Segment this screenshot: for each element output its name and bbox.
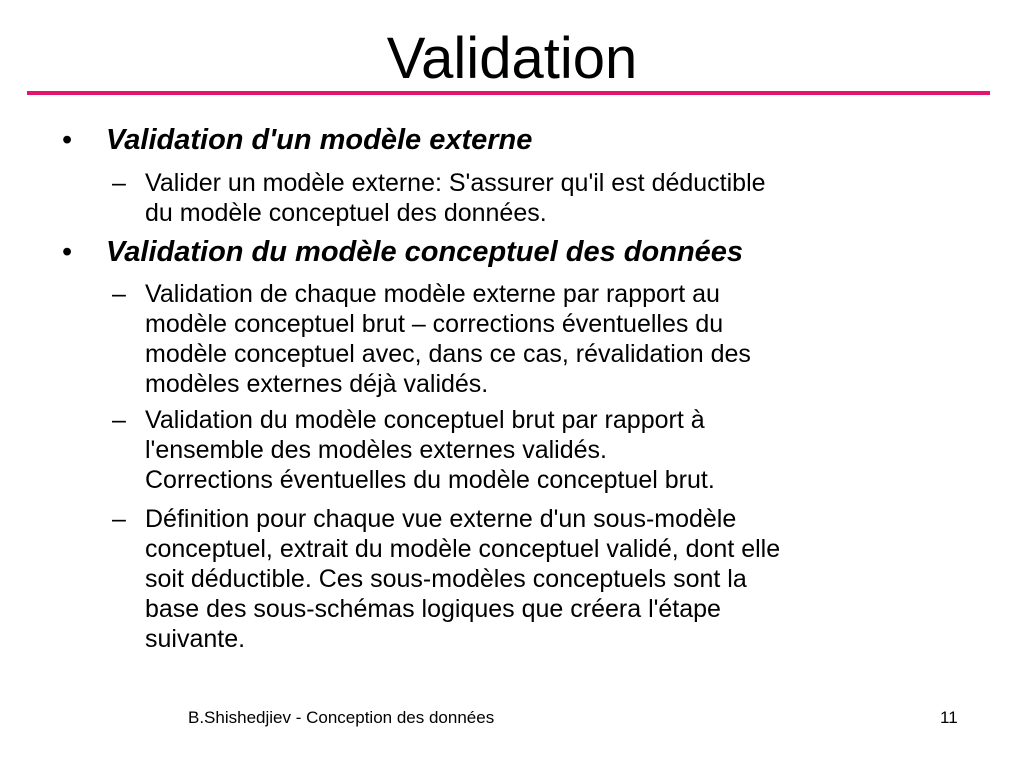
list-item-line: du modèle conceptuel des données.	[145, 199, 547, 227]
list-item-line: modèle conceptuel brut – corrections éventuelles du	[145, 310, 724, 338]
dash-icon: –	[112, 505, 126, 533]
list-item-line: Valider un modèle externe: S'assurer qu'il est déductible	[145, 169, 766, 197]
section-heading-external-model: Validation d'un modèle externe	[106, 124, 533, 156]
page-number: 11	[940, 708, 958, 727]
list-item	[145, 168, 965, 228]
list-item-line: base des sous-schémas logiques que créera l'étape	[145, 595, 721, 623]
list-item-line: soit déductible. Ces sous-modèles conceptuels sont la	[145, 565, 747, 593]
slide-title: Validation	[386, 26, 638, 91]
list-item-line: modèles externes déjà validés.	[145, 370, 489, 398]
list-item-line: Validation du modèle conceptuel brut par rapport à	[145, 406, 705, 434]
dash-icon: –	[112, 406, 126, 434]
bullet-icon: •	[62, 236, 73, 268]
list-item	[145, 405, 965, 495]
dash-icon: –	[112, 280, 126, 308]
list-item-line: modèle conceptuel avec, dans ce cas, révalidation des	[145, 340, 751, 368]
dash-icon: –	[112, 169, 126, 197]
footer-author: B.Shishedjiev - Conception des données	[188, 708, 495, 727]
list-item-line: conceptuel, extrait du modèle conceptuel validé, dont elle	[145, 535, 781, 563]
bullet-icon: •	[62, 124, 73, 156]
list-item-line: l'ensemble des modèles externes validés.	[145, 436, 607, 464]
list-item	[145, 279, 965, 399]
title-underline	[27, 91, 990, 95]
list-item-line: Définition pour chaque vue externe d'un sous-modèle	[145, 505, 737, 533]
list-item-line: Validation de chaque modèle externe par rapport au	[145, 280, 720, 308]
list-item-line: suivante.	[145, 625, 246, 653]
list-item	[145, 504, 965, 654]
list-item-line: Corrections éventuelles du modèle conceptuel brut.	[145, 466, 715, 494]
section-heading-conceptual-model: Validation du modèle conceptuel des données	[106, 236, 744, 268]
